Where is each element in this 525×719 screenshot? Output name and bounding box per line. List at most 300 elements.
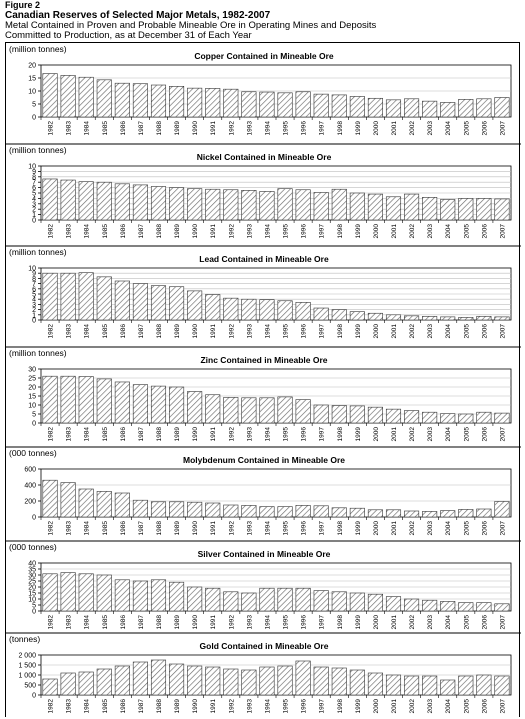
bar-1993 bbox=[242, 670, 256, 695]
x-tick-label: 2005 bbox=[463, 699, 471, 714]
x-tick-label: 1995 bbox=[282, 521, 290, 536]
bar-2000 bbox=[368, 98, 382, 117]
x-tick-label: 2003 bbox=[427, 427, 435, 442]
x-tick-label: 1983 bbox=[65, 324, 73, 339]
bar-2005 bbox=[459, 509, 473, 517]
bar-1997 bbox=[314, 591, 328, 611]
bar-1988 bbox=[151, 386, 165, 423]
y-tick-label: 0 bbox=[32, 692, 36, 700]
y-tick-label: 0 bbox=[32, 217, 36, 225]
bar-1982 bbox=[43, 480, 57, 517]
x-tick-label: 1983 bbox=[65, 615, 73, 630]
x-tick-label: 1999 bbox=[354, 324, 362, 339]
x-tick-label: 1998 bbox=[336, 699, 344, 714]
bar-1996 bbox=[296, 661, 310, 695]
bar-2002 bbox=[404, 194, 418, 220]
bar-2001 bbox=[386, 597, 400, 611]
bar-1994 bbox=[260, 191, 274, 220]
bar-1997 bbox=[314, 506, 328, 517]
bar-1996 bbox=[296, 302, 310, 320]
bar-1990 bbox=[187, 502, 201, 517]
x-tick-label: 1983 bbox=[65, 521, 73, 536]
x-tick-label: 2006 bbox=[481, 427, 489, 442]
bar-2000 bbox=[368, 313, 382, 320]
x-tick-label: 2000 bbox=[372, 521, 380, 536]
bar-1995 bbox=[278, 666, 292, 695]
bar-2003 bbox=[422, 316, 436, 320]
bar-1988 bbox=[151, 85, 165, 117]
bar-1990 bbox=[187, 587, 201, 611]
x-tick-label: 2007 bbox=[499, 699, 507, 714]
chart-title: Nickel Contained in Mineable Ore bbox=[196, 152, 332, 162]
bar-1983 bbox=[61, 75, 75, 117]
bar-1995 bbox=[278, 301, 292, 320]
x-tick-label: 2005 bbox=[463, 427, 471, 442]
x-tick-label: 2000 bbox=[372, 224, 380, 239]
x-tick-label: 1990 bbox=[192, 521, 200, 536]
x-tick-label: 2004 bbox=[445, 521, 453, 536]
bar-1986 bbox=[115, 493, 129, 517]
bar-1992 bbox=[224, 592, 238, 611]
y-tick-label: 600 bbox=[24, 466, 36, 474]
x-tick-label: 2001 bbox=[391, 324, 398, 339]
bar-1987 bbox=[133, 662, 147, 695]
x-tick-label: 1999 bbox=[354, 427, 362, 442]
x-tick-label: 1998 bbox=[336, 615, 344, 630]
bar-1998 bbox=[332, 95, 346, 117]
x-tick-label: 2005 bbox=[463, 121, 471, 136]
x-tick-label: 1983 bbox=[65, 121, 73, 136]
bar-2002 bbox=[404, 599, 418, 611]
x-tick-label: 1986 bbox=[119, 324, 127, 339]
x-tick-label: 1988 bbox=[156, 224, 163, 239]
bar-1987 bbox=[133, 385, 147, 423]
bar-1986 bbox=[115, 83, 129, 117]
x-tick-label: 1994 bbox=[264, 324, 272, 339]
bar-1997 bbox=[314, 94, 328, 117]
bar-1999 bbox=[350, 508, 364, 517]
x-tick-label: 1991 bbox=[210, 521, 218, 536]
x-tick-label: 1992 bbox=[228, 121, 236, 136]
bar-2000 bbox=[368, 673, 382, 695]
x-tick-label: 1997 bbox=[318, 121, 326, 136]
x-tick-label: 1995 bbox=[282, 427, 290, 442]
y-tick-label: 30 bbox=[28, 366, 36, 374]
bar-2001 bbox=[386, 100, 400, 117]
bar-1989 bbox=[169, 387, 183, 423]
x-tick-label: 2006 bbox=[481, 615, 489, 630]
y-tick-label: 3 bbox=[32, 301, 36, 309]
y-tick-label: 15 bbox=[28, 75, 36, 83]
bar-2005 bbox=[459, 603, 473, 611]
bar-1982 bbox=[43, 273, 57, 320]
y-tick-label: 5 bbox=[32, 602, 36, 610]
x-tick-label: 2006 bbox=[481, 224, 489, 239]
bar-1984 bbox=[79, 77, 93, 117]
x-tick-label: 1993 bbox=[246, 324, 254, 339]
bar-2004 bbox=[441, 102, 455, 117]
y-unit-label: (tonnes) bbox=[9, 634, 41, 644]
bar-1982 bbox=[43, 376, 57, 423]
x-tick-label: 1984 bbox=[83, 521, 91, 536]
x-tick-label: 1995 bbox=[282, 615, 290, 630]
x-tick-label: 1984 bbox=[83, 324, 91, 339]
bar-1982 bbox=[43, 679, 57, 695]
x-tick-label: 2004 bbox=[445, 427, 453, 442]
y-tick-label: 35 bbox=[28, 566, 36, 574]
x-tick-label: 2002 bbox=[409, 121, 417, 136]
x-tick-label: 1991 bbox=[210, 121, 218, 136]
y-tick-label: 15 bbox=[28, 590, 36, 598]
x-tick-label: 1997 bbox=[318, 224, 326, 239]
y-tick-label: 5 bbox=[32, 101, 36, 109]
bar-1997 bbox=[314, 192, 328, 220]
bar-2004 bbox=[441, 199, 455, 220]
x-tick-label: 2007 bbox=[499, 121, 507, 136]
bar-1993 bbox=[242, 398, 256, 423]
bar-1999 bbox=[350, 312, 364, 320]
x-tick-label: 1993 bbox=[246, 615, 254, 630]
chart-title: Molybdenum Contained in Mineable Ore bbox=[183, 455, 345, 465]
x-tick-label: 1990 bbox=[192, 224, 200, 239]
bar-1983 bbox=[61, 273, 75, 320]
x-tick-label: 1996 bbox=[300, 121, 308, 136]
x-tick-label: 1984 bbox=[83, 699, 91, 714]
x-tick-label: 2003 bbox=[427, 521, 435, 536]
x-tick-label: 2007 bbox=[499, 521, 507, 536]
x-tick-label: 2004 bbox=[445, 121, 453, 136]
bar-1989 bbox=[169, 287, 183, 320]
x-tick-label: 2001 bbox=[391, 224, 398, 239]
bar-2002 bbox=[404, 99, 418, 117]
y-unit-label: (000 tonnes) bbox=[9, 448, 57, 458]
chart-title: Lead Contained in Mineable Ore bbox=[199, 254, 329, 264]
x-tick-label: 1986 bbox=[119, 615, 127, 630]
bar-2002 bbox=[404, 411, 418, 423]
bar-1987 bbox=[133, 500, 147, 517]
bar-2001 bbox=[386, 409, 400, 423]
y-tick-label: 20 bbox=[28, 584, 36, 592]
x-tick-label: 1994 bbox=[264, 521, 272, 536]
x-tick-label: 2006 bbox=[481, 121, 489, 136]
bar-2000 bbox=[368, 594, 382, 611]
bar-2000 bbox=[368, 407, 382, 423]
x-tick-label: 1985 bbox=[101, 699, 109, 714]
bar-2007 bbox=[495, 317, 509, 320]
x-tick-label: 1989 bbox=[174, 121, 182, 136]
figure-subtitle-line1: Metal Contained in Proven and Probable Mineable Ore in Operating Mines and Deposits bbox=[5, 20, 377, 31]
bar-2002 bbox=[404, 316, 418, 320]
x-tick-label: 2007 bbox=[499, 615, 507, 630]
x-tick-label: 1985 bbox=[101, 324, 109, 339]
bar-1988 bbox=[151, 502, 165, 517]
bar-1990 bbox=[187, 189, 201, 220]
y-tick-label: 8 bbox=[32, 275, 36, 283]
y-tick-label: 1 bbox=[32, 312, 36, 320]
bar-1984 bbox=[79, 574, 93, 611]
x-tick-label: 1997 bbox=[318, 427, 326, 442]
x-tick-label: 1996 bbox=[300, 615, 308, 630]
y-tick-label: 15 bbox=[28, 393, 36, 401]
y-tick-label: 6 bbox=[32, 185, 36, 193]
bar-1996 bbox=[296, 588, 310, 611]
bar-1994 bbox=[260, 92, 274, 117]
bar-1991 bbox=[206, 189, 220, 220]
x-tick-label: 1992 bbox=[228, 324, 236, 339]
y-tick-label: 25 bbox=[28, 578, 36, 586]
x-tick-label: 1992 bbox=[228, 699, 236, 714]
y-tick-label: 9 bbox=[32, 168, 36, 176]
x-tick-label: 2005 bbox=[463, 521, 471, 536]
bar-1985 bbox=[97, 80, 111, 117]
x-tick-label: 1996 bbox=[300, 699, 308, 714]
bar-1993 bbox=[242, 190, 256, 220]
x-tick-label: 1991 bbox=[210, 224, 218, 239]
bar-1992 bbox=[224, 505, 238, 517]
bar-2005 bbox=[459, 676, 473, 695]
x-tick-label: 1989 bbox=[174, 324, 182, 339]
bar-2001 bbox=[386, 675, 400, 695]
y-tick-label: 0 bbox=[32, 514, 36, 522]
x-tick-label: 1985 bbox=[101, 521, 109, 536]
x-tick-label: 1994 bbox=[264, 427, 272, 442]
y-tick-label: 2 000 bbox=[18, 652, 36, 660]
bar-2006 bbox=[477, 99, 491, 117]
x-tick-label: 1985 bbox=[101, 615, 109, 630]
x-tick-label: 1999 bbox=[354, 615, 362, 630]
x-tick-label: 2006 bbox=[481, 699, 489, 714]
x-tick-label: 1983 bbox=[65, 699, 73, 714]
x-tick-label: 1982 bbox=[47, 224, 55, 239]
y-tick-label: 400 bbox=[24, 482, 36, 490]
x-tick-label: 1991 bbox=[210, 427, 218, 442]
bar-1998 bbox=[332, 310, 346, 320]
x-tick-label: 2007 bbox=[499, 324, 507, 339]
bar-2004 bbox=[441, 511, 455, 517]
x-tick-label: 1993 bbox=[246, 121, 254, 136]
y-tick-label: 8 bbox=[32, 174, 36, 182]
bar-1986 bbox=[115, 580, 129, 611]
bar-2006 bbox=[477, 316, 491, 320]
x-tick-label: 2004 bbox=[445, 224, 453, 239]
bar-1992 bbox=[224, 298, 238, 320]
bar-1995 bbox=[278, 397, 292, 423]
x-tick-label: 1989 bbox=[174, 427, 182, 442]
x-tick-label: 2003 bbox=[427, 615, 435, 630]
x-tick-label: 1986 bbox=[119, 224, 127, 239]
bar-2007 bbox=[495, 501, 509, 517]
y-tick-label: 0 bbox=[32, 420, 36, 428]
bar-1984 bbox=[79, 182, 93, 220]
x-tick-label: 2003 bbox=[427, 699, 435, 714]
bar-1990 bbox=[187, 291, 201, 320]
bar-1982 bbox=[43, 74, 57, 117]
bar-1995 bbox=[278, 189, 292, 220]
x-tick-label: 1987 bbox=[137, 121, 145, 136]
x-tick-label: 2000 bbox=[372, 699, 380, 714]
bar-1994 bbox=[260, 667, 274, 695]
bar-2004 bbox=[441, 601, 455, 611]
x-tick-label: 1996 bbox=[300, 427, 308, 442]
bar-2004 bbox=[441, 680, 455, 695]
x-tick-label: 1992 bbox=[228, 224, 236, 239]
x-tick-label: 2002 bbox=[409, 615, 417, 630]
bar-1994 bbox=[260, 507, 274, 517]
bar-1993 bbox=[242, 593, 256, 611]
bar-2005 bbox=[459, 99, 473, 117]
x-tick-label: 1986 bbox=[119, 427, 127, 442]
bar-1988 bbox=[151, 660, 165, 695]
bar-1996 bbox=[296, 190, 310, 220]
x-tick-label: 1987 bbox=[137, 699, 145, 714]
bar-1997 bbox=[314, 405, 328, 423]
x-tick-label: 1996 bbox=[300, 521, 308, 536]
figure-title: Canadian Reserves of Selected Major Metals, 1982-2007 bbox=[5, 10, 271, 21]
bar-1996 bbox=[296, 505, 310, 517]
bar-1985 bbox=[97, 491, 111, 517]
x-tick-label: 1987 bbox=[137, 521, 145, 536]
bar-1985 bbox=[97, 575, 111, 611]
x-tick-label: 1998 bbox=[336, 521, 344, 536]
bar-1989 bbox=[169, 502, 183, 517]
bar-2005 bbox=[459, 198, 473, 220]
x-tick-label: 1989 bbox=[174, 224, 182, 239]
y-tick-label: 0 bbox=[32, 114, 36, 122]
bar-2006 bbox=[477, 603, 491, 611]
x-tick-label: 1984 bbox=[83, 224, 91, 239]
bar-1999 bbox=[350, 96, 364, 117]
bar-1999 bbox=[350, 593, 364, 611]
x-tick-label: 1982 bbox=[47, 121, 55, 136]
bar-1998 bbox=[332, 406, 346, 423]
x-tick-label: 2006 bbox=[481, 521, 489, 536]
bar-2005 bbox=[459, 317, 473, 320]
bar-1985 bbox=[97, 379, 111, 423]
bar-1990 bbox=[187, 392, 201, 424]
x-tick-label: 1999 bbox=[354, 699, 362, 714]
bar-1987 bbox=[133, 84, 147, 117]
x-tick-label: 1988 bbox=[156, 615, 163, 630]
x-tick-label: 2003 bbox=[427, 224, 435, 239]
y-tick-label: 3 bbox=[32, 201, 36, 209]
x-tick-label: 1988 bbox=[156, 324, 163, 339]
x-tick-label: 1992 bbox=[228, 427, 236, 442]
bar-1982 bbox=[43, 179, 57, 220]
x-tick-label: 1989 bbox=[174, 699, 182, 714]
x-tick-label: 1994 bbox=[264, 615, 272, 630]
bar-2005 bbox=[459, 414, 473, 423]
x-tick-label: 1993 bbox=[246, 521, 254, 536]
bar-1982 bbox=[43, 574, 57, 611]
x-tick-label: 1982 bbox=[47, 615, 55, 630]
y-tick-label: 2 bbox=[32, 307, 36, 315]
x-tick-label: 2002 bbox=[409, 324, 417, 339]
x-tick-label: 2002 bbox=[409, 427, 417, 442]
x-tick-label: 1999 bbox=[354, 224, 362, 239]
x-tick-label: 1983 bbox=[65, 224, 73, 239]
charts-svg bbox=[6, 43, 521, 718]
x-tick-label: 2000 bbox=[372, 615, 380, 630]
y-tick-label: 10 bbox=[28, 596, 36, 604]
x-tick-label: 2007 bbox=[499, 224, 507, 239]
bar-1983 bbox=[61, 483, 75, 517]
bar-2006 bbox=[477, 509, 491, 517]
x-tick-label: 1983 bbox=[65, 427, 73, 442]
bar-1984 bbox=[79, 489, 93, 517]
x-tick-label: 1982 bbox=[47, 324, 55, 339]
x-tick-label: 1988 bbox=[156, 521, 163, 536]
y-tick-label: 500 bbox=[24, 682, 36, 690]
y-tick-label: 2 bbox=[32, 206, 36, 214]
y-tick-label: 20 bbox=[28, 62, 36, 70]
bar-1993 bbox=[242, 92, 256, 117]
x-tick-label: 1991 bbox=[210, 699, 218, 714]
bar-1995 bbox=[278, 588, 292, 611]
x-tick-label: 1986 bbox=[119, 699, 127, 714]
x-tick-label: 1993 bbox=[246, 224, 254, 239]
x-tick-label: 1989 bbox=[174, 521, 182, 536]
chart-title: Gold Contained in Mineable Ore bbox=[199, 641, 329, 651]
x-tick-label: 1995 bbox=[282, 699, 290, 714]
bar-1992 bbox=[224, 669, 238, 695]
x-tick-label: 1987 bbox=[137, 427, 145, 442]
bar-1997 bbox=[314, 667, 328, 695]
x-tick-label: 2000 bbox=[372, 427, 380, 442]
x-tick-label: 2001 bbox=[391, 427, 398, 442]
bar-1984 bbox=[79, 377, 93, 423]
bar-1985 bbox=[97, 277, 111, 320]
y-tick-label: 7 bbox=[32, 179, 36, 187]
x-tick-label: 1996 bbox=[300, 324, 308, 339]
bar-1983 bbox=[61, 573, 75, 611]
x-tick-label: 2000 bbox=[372, 324, 380, 339]
y-unit-label: (million tonnes) bbox=[9, 145, 67, 155]
x-tick-label: 1990 bbox=[192, 324, 200, 339]
x-tick-label: 2003 bbox=[427, 121, 435, 136]
x-tick-label: 2002 bbox=[409, 699, 417, 714]
y-tick-label: 10 bbox=[28, 402, 36, 410]
x-tick-label: 1998 bbox=[336, 224, 344, 239]
chart-panels-frame bbox=[5, 42, 520, 717]
bar-2007 bbox=[495, 676, 509, 695]
y-tick-label: 10 bbox=[28, 88, 36, 96]
x-tick-label: 1988 bbox=[156, 699, 163, 714]
bar-1991 bbox=[206, 588, 220, 611]
bar-2001 bbox=[386, 197, 400, 220]
y-tick-label: 5 bbox=[32, 291, 36, 299]
bar-1993 bbox=[242, 505, 256, 517]
x-tick-label: 1992 bbox=[228, 521, 236, 536]
bar-2003 bbox=[422, 600, 436, 611]
y-tick-label: 9 bbox=[32, 270, 36, 278]
bar-1983 bbox=[61, 180, 75, 220]
bar-2007 bbox=[495, 604, 509, 611]
x-tick-label: 1986 bbox=[119, 121, 127, 136]
bar-1989 bbox=[169, 86, 183, 117]
x-tick-label: 1999 bbox=[354, 121, 362, 136]
x-tick-label: 2000 bbox=[372, 121, 380, 136]
x-tick-label: 1987 bbox=[137, 615, 145, 630]
y-tick-label: 20 bbox=[28, 384, 36, 392]
bar-2001 bbox=[386, 510, 400, 517]
bar-1996 bbox=[296, 400, 310, 423]
bar-1991 bbox=[206, 395, 220, 423]
bar-1986 bbox=[115, 184, 129, 220]
bar-1990 bbox=[187, 666, 201, 695]
x-tick-label: 1984 bbox=[83, 121, 91, 136]
bar-1997 bbox=[314, 308, 328, 320]
x-tick-label: 1992 bbox=[228, 615, 236, 630]
